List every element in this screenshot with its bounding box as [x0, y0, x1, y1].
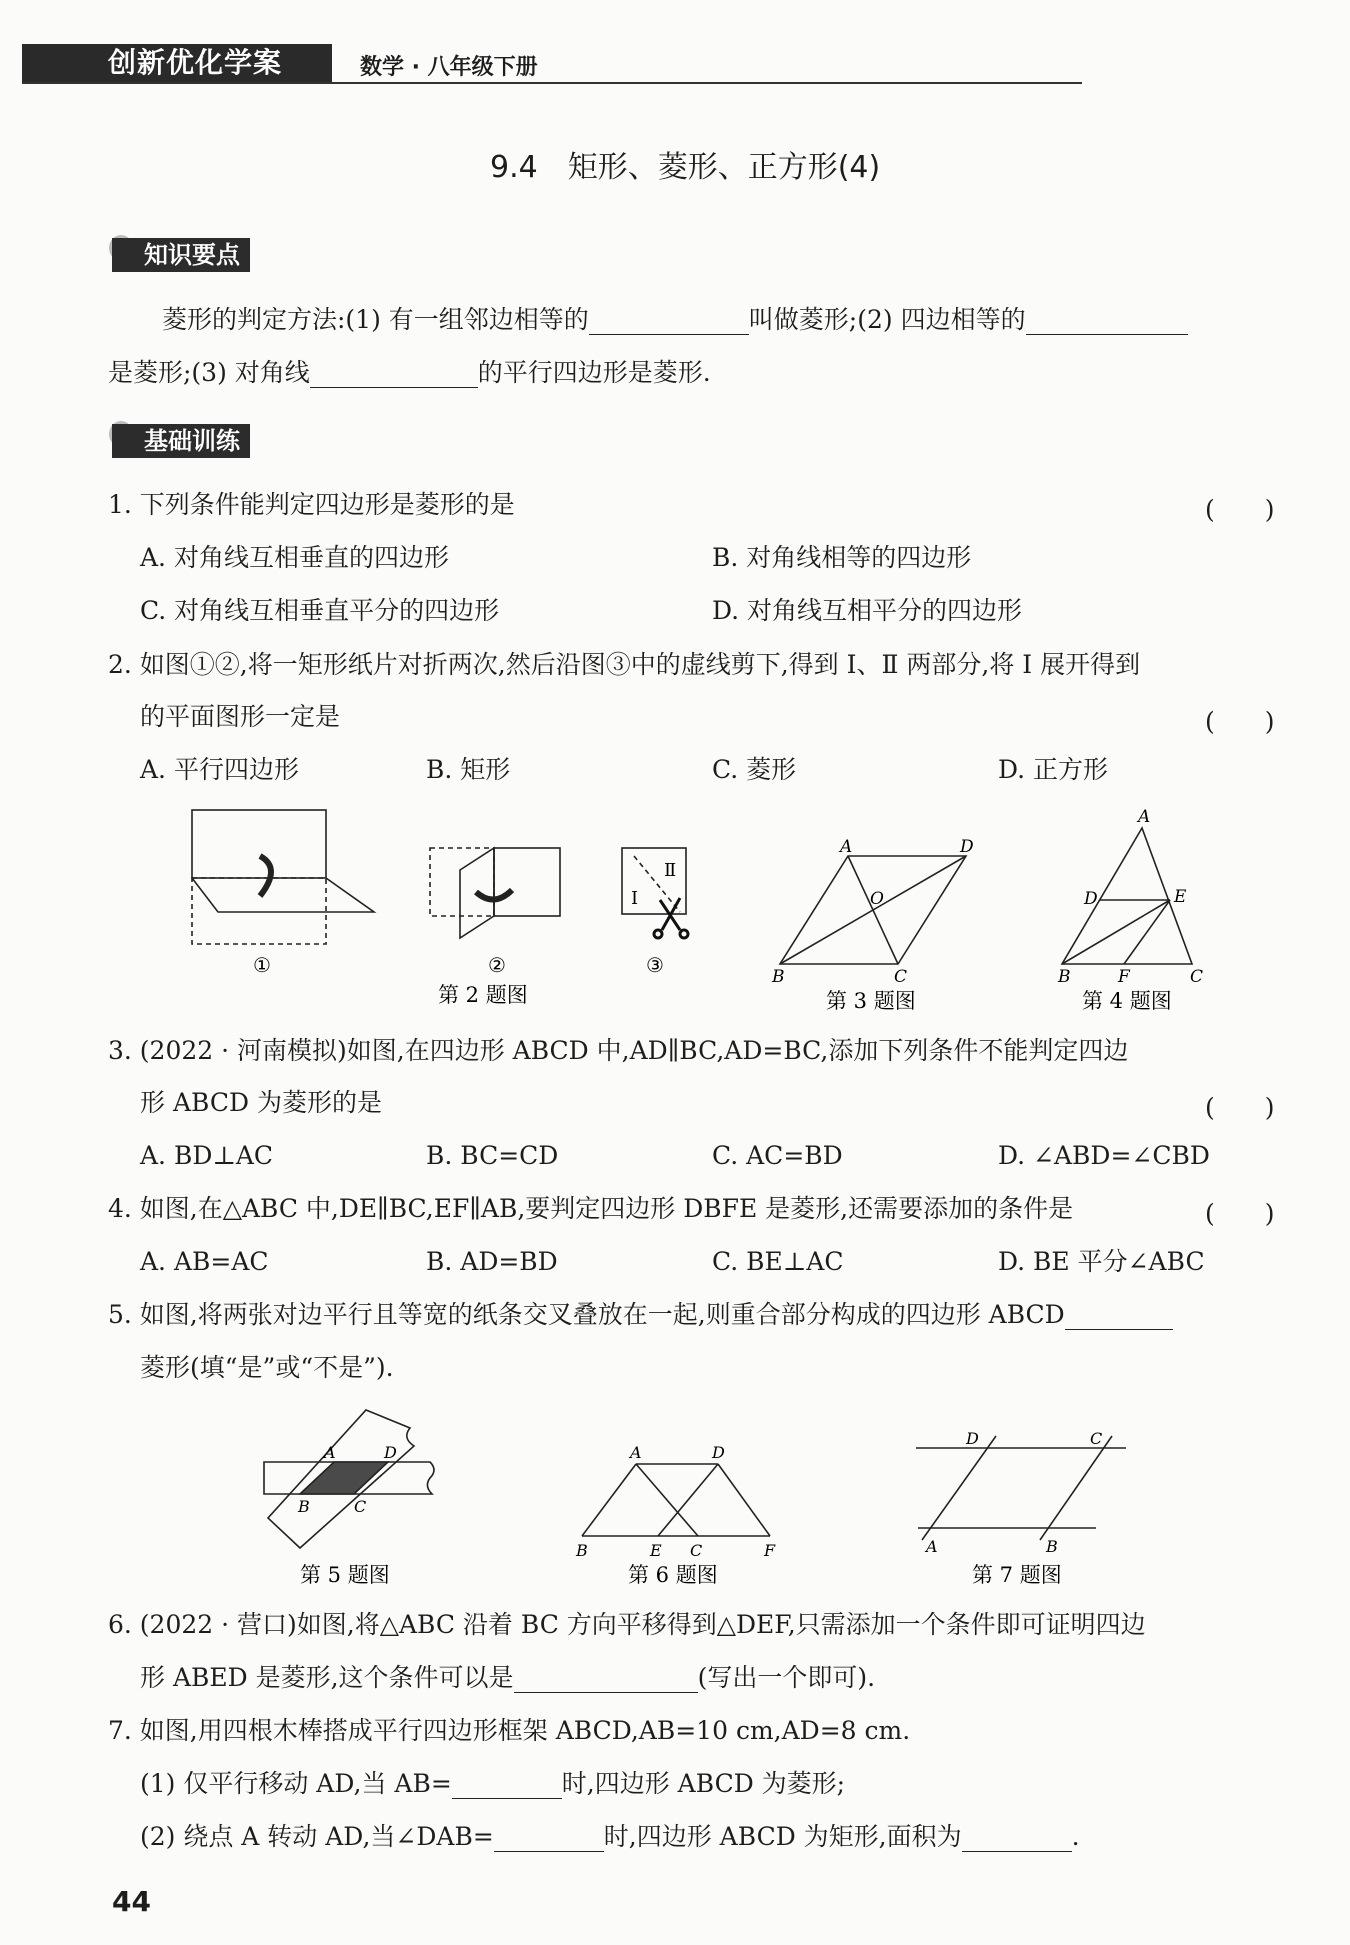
- figure-2-label-3: ③: [646, 953, 664, 977]
- q2-stem: 2. 如图①②,将一矩形纸片对折两次,然后沿图③中的虚线剪下,得到 Ⅰ、Ⅱ 两部分,将 Ⅰ 展开得到: [108, 650, 1141, 679]
- figure-6-caption: 第 6 题图: [628, 1563, 718, 1587]
- figure-3-parallelogram: [780, 856, 966, 964]
- point-label: A: [840, 837, 853, 857]
- figure-4-caption: 第 4 题图: [1082, 989, 1172, 1013]
- knowledge-text: 叫做菱形;(2) 四边相等的: [748, 305, 1026, 334]
- knowledge-line-1: [162, 305, 1188, 335]
- figure-4-triangle: [1062, 828, 1192, 964]
- point-label: C: [1190, 967, 1204, 987]
- fill-blank[interactable]: [1065, 1303, 1173, 1330]
- point-label: D: [1084, 889, 1098, 909]
- figure-7-frame: [916, 1436, 1126, 1540]
- q7-text: 时,四边形 ABCD 为矩形,面积为: [603, 1822, 962, 1851]
- answer-parens[interactable]: ( ): [1205, 1199, 1275, 1228]
- fill-blank[interactable]: [494, 1825, 604, 1852]
- q6-text: (写出一个即可).: [697, 1663, 876, 1692]
- point-label: D: [960, 837, 974, 857]
- section-tag-basic: 基础训练: [112, 424, 250, 458]
- q4-option-c: C. BE⊥AC: [712, 1247, 844, 1276]
- figure-2-part-1: Ⅰ: [631, 888, 639, 909]
- figure-2-part-2: Ⅱ: [664, 860, 677, 881]
- figure-2-step-1: [192, 810, 374, 944]
- q6-text: 形 ABED 是菱形,这个条件可以是: [140, 1663, 514, 1692]
- point-label: B: [298, 1497, 310, 1516]
- point-label: F: [1118, 967, 1130, 987]
- q3-stem-cont: 形 ABCD 为菱形的是: [140, 1088, 382, 1117]
- figures-row-2: [250, 1400, 1150, 1600]
- fill-blank[interactable]: [310, 361, 478, 388]
- q2-stem-cont: 的平面图形一定是: [140, 702, 341, 731]
- q7-part-1: [140, 1769, 845, 1799]
- answer-parens[interactable]: ( ): [1205, 1093, 1275, 1122]
- q2-option-b: B. 矩形: [426, 755, 511, 784]
- q3-stem: 3. (2022 · 河南模拟)如图,在四边形 ABCD 中,AD∥BC,AD=BC,添加下列条件不能判定四边: [108, 1036, 1129, 1065]
- point-label: D: [384, 1443, 397, 1462]
- point-label: C: [1090, 1429, 1103, 1448]
- point-label: D: [966, 1429, 979, 1448]
- fill-blank[interactable]: [589, 308, 749, 335]
- q2-option-d: D. 正方形: [998, 755, 1109, 784]
- q4-option-b: B. AD=BD: [426, 1247, 558, 1276]
- point-label: E: [1174, 887, 1187, 907]
- q7-text: (1) 仅平行移动 AD,当 AB=: [140, 1769, 452, 1798]
- point-label: E: [650, 1541, 662, 1560]
- header-brand: 创新优化学案: [22, 44, 332, 82]
- page-number: 44: [112, 1885, 151, 1918]
- point-label: A: [630, 1443, 642, 1462]
- point-label: C: [894, 967, 908, 987]
- q2-option-c: C. 菱形: [712, 755, 797, 784]
- q7-text: (2) 绕点 A 转动 AD,当∠DAB=: [140, 1822, 494, 1851]
- figure-2-label-2: ②: [488, 953, 506, 977]
- figure-6-triangles: [582, 1464, 770, 1536]
- figure-3-caption: 第 3 题图: [826, 989, 916, 1013]
- fill-blank[interactable]: [452, 1772, 562, 1799]
- knowledge-text: 的平行四边形是菱形.: [477, 358, 711, 387]
- point-label: O: [870, 889, 884, 909]
- point-label: B: [1046, 1537, 1058, 1556]
- q1-option-a: A. 对角线互相垂直的四边形: [140, 543, 449, 572]
- q1-option-b: B. 对角线相等的四边形: [712, 543, 972, 572]
- answer-parens[interactable]: ( ): [1205, 707, 1275, 736]
- point-label: B: [772, 967, 785, 987]
- q5-stem: [108, 1300, 1173, 1330]
- point-label: B: [1058, 967, 1071, 987]
- fill-blank[interactable]: [962, 1825, 1072, 1852]
- q7-text: .: [1071, 1822, 1080, 1851]
- fill-blank[interactable]: [514, 1666, 698, 1693]
- q7-part-2: [140, 1822, 1080, 1852]
- q3-option-d: D. ∠ABD=∠CBD: [998, 1141, 1210, 1170]
- figure-2-caption: 第 2 题图: [438, 983, 528, 1007]
- q4-option-a: A. AB=AC: [140, 1247, 269, 1276]
- q2-option-a: A. 平行四边形: [140, 755, 299, 784]
- figure-2-label-1: ①: [253, 953, 271, 977]
- point-label: C: [690, 1541, 703, 1560]
- point-label: A: [1138, 807, 1151, 827]
- q4-option-d: D. BE 平分∠ABC: [998, 1247, 1205, 1276]
- answer-parens[interactable]: ( ): [1205, 495, 1275, 524]
- knowledge-text: 菱形的判定方法:(1) 有一组邻边相等的: [162, 305, 589, 334]
- figure-7-caption: 第 7 题图: [972, 1563, 1062, 1587]
- q4-stem: 4. 如图,在△ABC 中,DE∥BC,EF∥AB,要判定四边形 DBFE 是菱形,还需要添加的条件是: [108, 1194, 1074, 1223]
- q3-option-b: B. BC=CD: [426, 1141, 559, 1170]
- point-label: A: [324, 1443, 336, 1462]
- q1-stem: 1. 下列条件能判定四边形是菱形的是: [108, 490, 515, 519]
- point-label: C: [354, 1497, 367, 1516]
- point-label: B: [576, 1541, 588, 1560]
- q6-stem-cont: [140, 1663, 875, 1693]
- q7-stem: 7. 如图,用四根木棒搭成平行四边形框架 ABCD,AB=10 cm,AD=8 cm.: [108, 1716, 911, 1745]
- q3-option-c: C. AC=BD: [712, 1141, 843, 1170]
- q6-stem: 6. (2022 · 营口)如图,将△ABC 沿着 BC 方向平移得到△DEF,只需添加一个条件即可证明四边: [108, 1610, 1146, 1639]
- q5-text: 5. 如图,将两张对边平行且等宽的纸条交叉叠放在一起,则重合部分构成的四边形 ABCD: [108, 1300, 1065, 1329]
- figure-2-step-2: [430, 848, 560, 938]
- knowledge-line-2: [108, 358, 711, 388]
- q1-option-c: C. 对角线互相垂直平分的四边形: [140, 596, 500, 625]
- knowledge-text: 是菱形;(3) 对角线: [108, 358, 310, 387]
- scissors-icon: [654, 898, 688, 938]
- header-subject: 数学 · 八年级下册: [360, 55, 538, 80]
- header-rule: [22, 82, 1082, 84]
- q1-option-d: D. 对角线互相平分的四边形: [712, 596, 1023, 625]
- fill-blank[interactable]: [1026, 308, 1188, 335]
- point-label: D: [712, 1443, 725, 1462]
- figures-row-1: [180, 800, 1220, 1020]
- point-label: F: [764, 1541, 776, 1560]
- q3-option-a: A. BD⊥AC: [140, 1141, 274, 1170]
- figure-5-strips: [264, 1410, 434, 1548]
- section-tag-knowledge: 知识要点: [112, 238, 250, 272]
- page-title: 9.4 矩形、菱形、正方形(4): [490, 150, 881, 185]
- q5-stem-cont: 菱形(填“是”或“不是”).: [140, 1353, 394, 1382]
- point-label: A: [926, 1537, 938, 1556]
- figure-5-caption: 第 5 题图: [300, 1563, 390, 1587]
- q7-text: 时,四边形 ABCD 为菱形;: [561, 1769, 846, 1798]
